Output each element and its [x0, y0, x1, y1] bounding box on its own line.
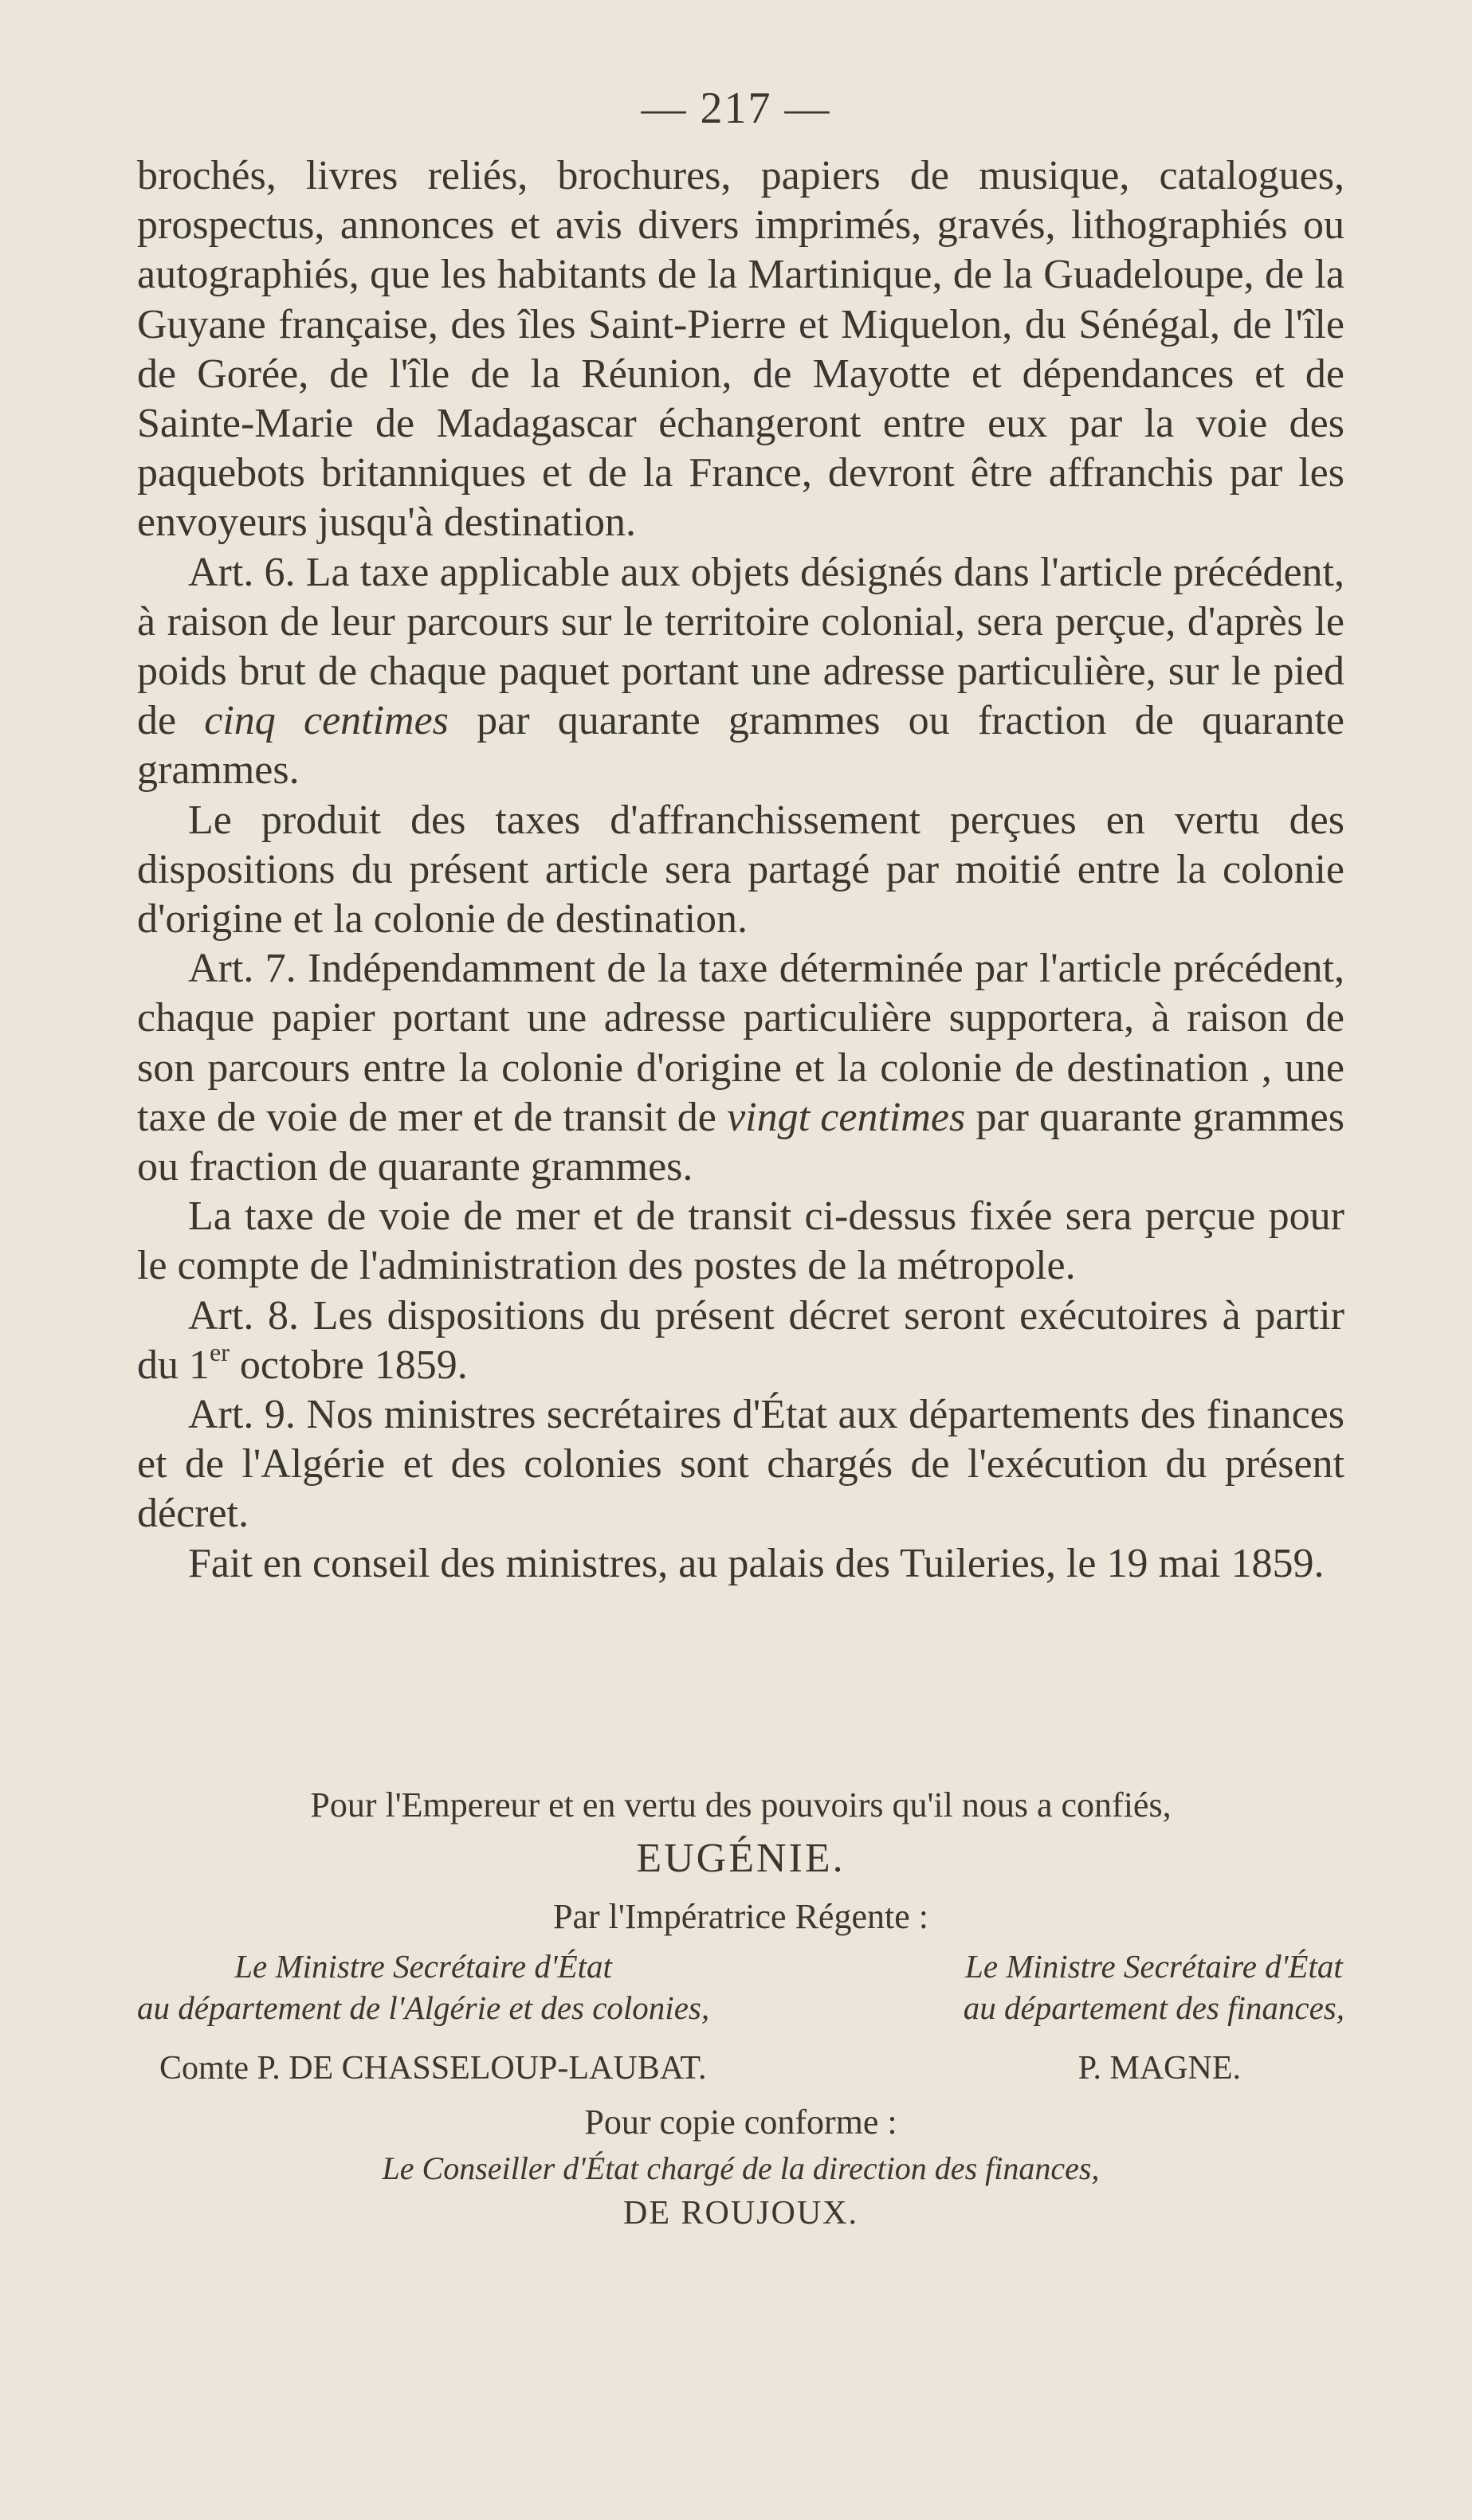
article-9: Art. 9. Nos ministres secrétaires d'État aux départements des finances et de l'Algérie et des colonies sont chargés de l'exécution du présent décret.	[137, 1392, 1344, 1537]
article-6-text-b: par quarante grammes ou fraction de quarante grammes.	[137, 698, 1345, 794]
decree-body	[137, 151, 1344, 1589]
minister-left-title: Le Ministre Secrétaire d'État	[234, 1948, 612, 1985]
article-7	[137, 944, 1344, 1192]
minister-right-department: au département des finances,	[963, 1989, 1344, 2026]
signer-right: P. MAGNE.	[1078, 2050, 1241, 2087]
article-8-text-b: octobre 1859.	[229, 1342, 468, 1388]
pour-copie-conforme: Pour copie conforme :	[584, 2103, 897, 2142]
signers-row	[137, 2046, 1344, 2091]
article-7-text-b: par quarante grammes ou fraction de quarante grammes.	[137, 1094, 1344, 1190]
minister-right	[964, 1946, 1344, 2028]
minister-left-department: au département de l'Algérie et des colonies,	[137, 1989, 710, 2026]
article-6-emphasis: cinq centimes	[204, 698, 449, 744]
signer-roujoux: DE ROUJOUX.	[623, 2195, 858, 2232]
par-imperatrice: Par l'Impératrice Régente :	[553, 1897, 928, 1936]
page-number: — 217 —	[641, 84, 831, 133]
ministers-row	[137, 1946, 1344, 2028]
article-6-text-a: Art. 6. La taxe applicable aux objets désignés dans l'article précédent, à raison de leur parcours sur le territoire colonial, sera perçue, d'après le poids brut de chaque paquet portant une adresse particulière, sur le pied de	[137, 549, 1344, 744]
article-6-paragraph-2: Le produit des taxes d'affranchissement perçues en vertu des dispositions du présent article sera partagé par moitié entre la colonie d'origine et la colonie de destination.	[137, 797, 1344, 943]
article-6	[137, 548, 1344, 796]
article-8-text-a: Art. 8. Les dispositions du présent décret seront exécutoires à partir du 1	[137, 1292, 1344, 1388]
article-8-superscript: er	[210, 1337, 230, 1366]
fait-en-conseil: Fait en conseil des ministres, au palais des Tuileries, le 19 mai 1859.	[188, 1540, 1325, 1586]
minister-right-title: Le Ministre Secrétaire d'État	[965, 1948, 1343, 1985]
signature-eugenie: EUGÉNIE.	[636, 1836, 846, 1881]
article-7-emphasis: vingt centimes	[727, 1094, 966, 1140]
article-7-paragraph-2: La taxe de voie de mer et de transit ci-dessus fixée sera perçue pour le compte de l'administration des postes de la métropole.	[137, 1193, 1344, 1289]
paragraph-continuation: brochés, livres reliés, brochures, papiers de musique, catalogues, prospectus, annonces et avis divers imprimés, gravés, lithographiés ou autographiés, que les habitants de la Martinique, de la Guadeloupe, de la Guyane française, des îles Saint-Pierre et Miquelon, du Sénégal, de l'île de Gorée, de l'île de la Réunion, de Mayotte et dépendances et de Sainte-Marie de Madagascar échangeront entre eux par la voie des paquebots britanniques et de la France, devront être affranchis par les envoyeurs jusqu'à destination.	[137, 153, 1344, 546]
conseiller-title: Le Conseiller d'État chargé de la direction des finances,	[382, 2150, 1100, 2186]
closing-block	[137, 1781, 1344, 2236]
signer-left: Comte P. DE CHASSELOUP-LAUBAT.	[159, 2050, 707, 2087]
minister-left	[137, 1946, 709, 2028]
article-8	[137, 1291, 1344, 1390]
pour-empereur: Pour l'Empereur et en vertu des pouvoirs qu'il nous a confiés,	[310, 1785, 1172, 1824]
article-7-text-a: Art. 7. Indépendamment de la taxe déterminée par l'article précédent, chaque papier portant une adresse particulière supportera, à raison de son parcours entre la colonie d'origine et la colonie de destination , une taxe de voie de mer et de transit de	[137, 946, 1344, 1140]
